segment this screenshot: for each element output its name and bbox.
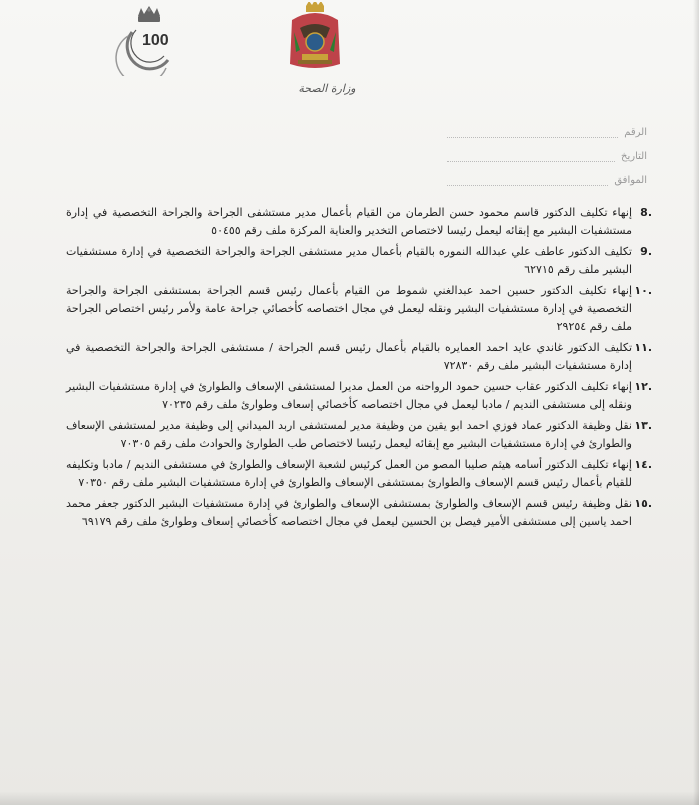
item-text: تكليف الدكتور عاطف علي عبدالله النموره بالقيام بأعمال مدير مستشفى الجراحة والجراحة التخصصية في إدارة مستشفيات البشير ملف رقم ٦٢٧١٥ xyxy=(66,245,632,276)
date-label: التاريخ xyxy=(621,151,647,162)
corresponding-line xyxy=(447,175,608,186)
reference-label: الرقم xyxy=(624,127,647,138)
item-text: إنهاء تكليف الدكتور عقاب حسين حمود الرواحنه من العمل مديرا لمستشفى الإسعاف والطوارئ في إدارة مستشفيات البشير ونقله إلى مستشفى النديم / مادبا ليعمل في مجال اختصاصه كأخصائي إسعاف وطوارئ ملف رقم ٧٠٢٣٥ xyxy=(66,380,632,411)
item-text: نقل وظيفة رئيس قسم الإسعاف والطوارئ بمستشفى الإسعاف والطوارئ في إدارة مستشفيات البشير الدكتور جعفر محمد احمد ياسين إلى مستشفى الأمير فيصل بن الحسين ليعمل في مجال اختصاصه كأخصائي إسعاف وطوارئ ملف رقم ٦٩١٧٩ xyxy=(66,497,632,528)
centennial-number: 100 xyxy=(142,32,169,49)
corresponding-row xyxy=(447,170,647,186)
decision-item xyxy=(66,417,652,453)
decision-item xyxy=(66,456,652,492)
reference-line xyxy=(447,127,618,138)
decision-item xyxy=(66,495,652,531)
coat-of-arms-icon xyxy=(286,2,344,72)
item-text: تكليف الدكتور غاندي عايد احمد العمايره بالقيام بأعمال رئيس قسم الجراحة / مستشفى الجراحة والجراحة التخصصية في إدارة مستشفيات البشير ملف رقم ٧٢٨٣٠ xyxy=(66,341,632,372)
item-number: .١٥ xyxy=(634,497,652,510)
decision-item xyxy=(66,378,652,414)
item-text: إنهاء تكليف الدكتور حسين احمد عبدالغني شموط من القيام بأعمال رئيس قسم الجراحة بمستشفى الجراحة والجراحة التخصصية في إدارة مستشفيات البشير ونقله ليعمل في مجال اختصاصه كأخصائي جراحة عامة ولأمر رئيس اختصاص الجراحة ملف رقم ٢٩٢٥٤ xyxy=(66,284,632,333)
centennial-logo xyxy=(112,6,186,76)
ministry-name: وزارة الصحة xyxy=(298,82,356,95)
item-text: نقل وظيفة الدكتور عماد فوزي احمد ابو يقين من وظيفة مدير لمستشفى اربد الميداني إلى وظيفة مدير لمستشفى الإسعاف والطوارئ في إدارة مستشفيات البشير مع إبقائه ليعمل رئيسا لاختصاص طب الطوارئ والحوادث ملف رقم ٧٠٣٠٥ xyxy=(66,419,632,450)
item-text: إنهاء تكليف الدكتور أسامه هيثم صليبا المصو من العمل كرئيس لشعبة الإسعاف والطوارئ في مستشفى النديم / مادبا وتكليفه للقيام بأعمال رئيس قسم الإسعاف والطوارئ بمستشفى الإسعاف والطوارئ في إدارة مستشفيات البشير ملف رقم ٧٠٣٥٠ xyxy=(66,458,632,489)
item-number: .9 xyxy=(640,245,652,258)
decision-item xyxy=(66,243,652,279)
decision-item xyxy=(66,204,652,240)
item-number: .١٢ xyxy=(634,380,652,393)
decision-item xyxy=(66,339,652,375)
item-number: .١٤ xyxy=(634,458,652,471)
page-edge-shadow xyxy=(693,0,699,805)
royal-crest xyxy=(286,2,344,72)
corresponding-label: الموافق xyxy=(614,175,647,186)
item-number: .١٣ xyxy=(634,419,652,432)
date-row xyxy=(447,146,647,162)
date-line xyxy=(447,151,615,162)
reference-row xyxy=(447,122,647,138)
item-text: إنهاء تكليف الدكتور قاسم محمود حسن الطرمان من القيام بأعمال مدير مستشفى الجراحة والجراحة التخصصية في إدارة مستشفيات البشير مع إبقائه ليعمل رئيسا لاختصاص التخدير والعناية المركزة ملف رقم ٥٠٤٥٥ xyxy=(66,206,632,237)
decision-item xyxy=(66,282,652,336)
decision-list xyxy=(66,204,652,534)
item-number: .١١ xyxy=(634,341,652,354)
item-number: .8 xyxy=(640,206,652,219)
item-number: .١٠ xyxy=(634,284,652,297)
page-bottom-shadow xyxy=(0,791,699,805)
